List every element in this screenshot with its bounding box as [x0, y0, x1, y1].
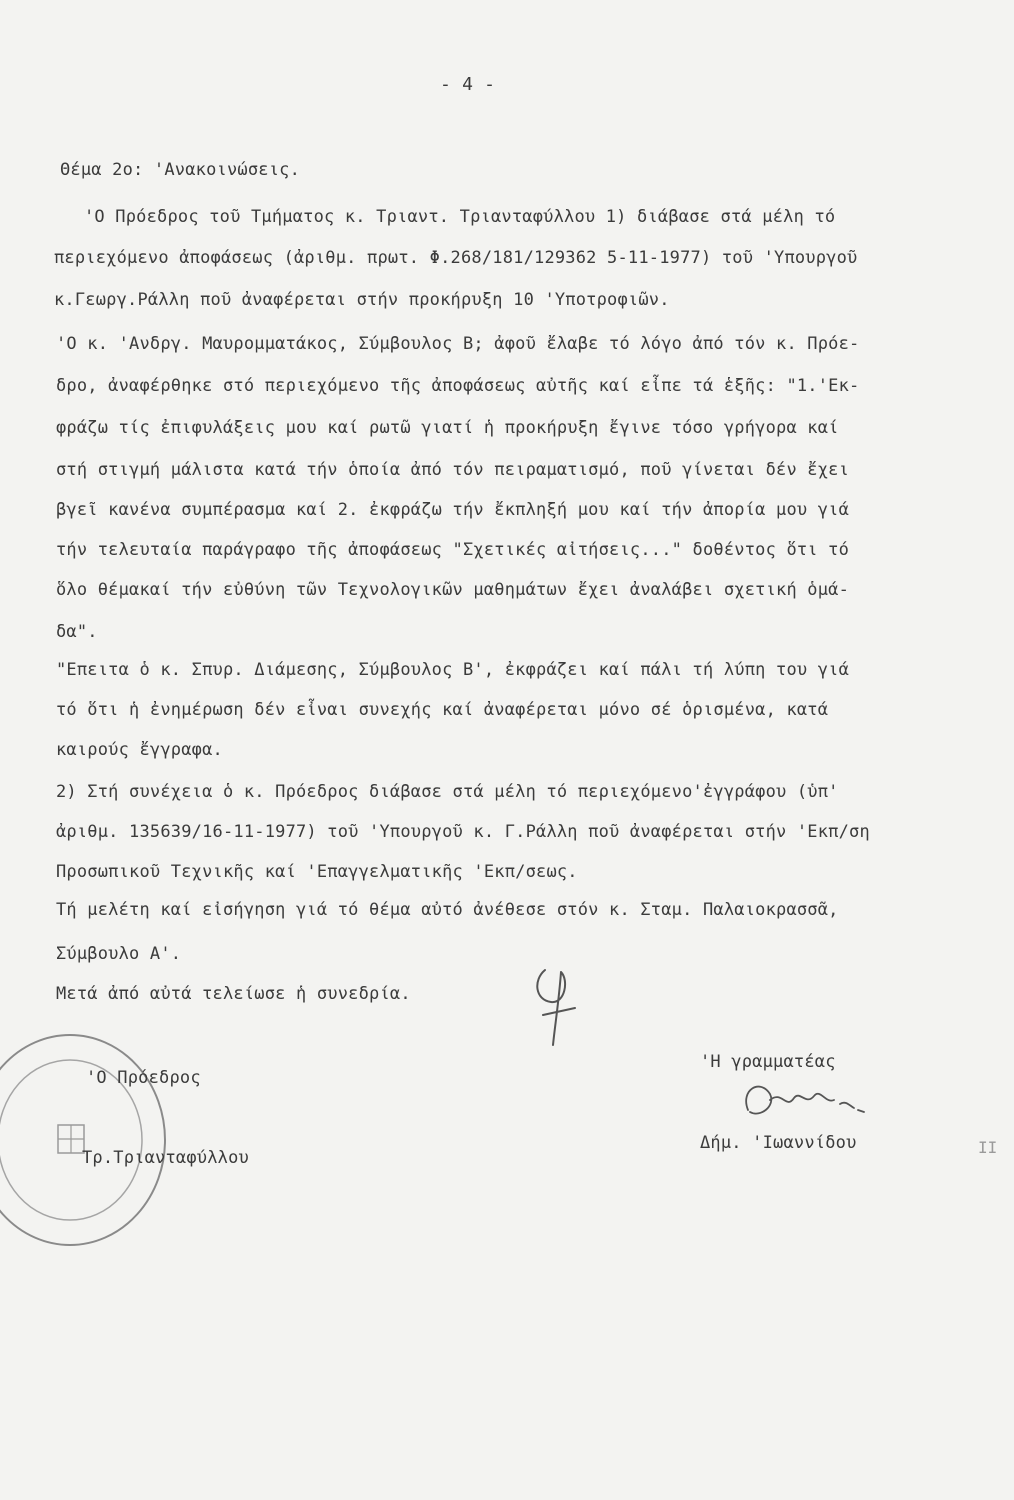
body-line: βγεῖ κανένα συμπέρασμα καί 2. ἐκφράζω τήν ἔκπληξή μου καί τήν ἀπορία μου γιά: [56, 500, 850, 520]
page-number: - 4 -: [440, 74, 496, 95]
body-line: τήν τελευταία παράγραφο τῆς ἀποφάσεως "Σχετικές αἰτήσεις..." δοθέντος ὅτι τό: [56, 540, 850, 560]
official-seal-stamp: [0, 1030, 170, 1250]
president-name: Τρ.Τριανταφύλλου: [82, 1148, 249, 1168]
body-line: κ.Γεωργ.Ράλλη ποῦ ἀναφέρεται στήν προκήρυξη 10 'Υποτροφιῶν.: [54, 290, 670, 310]
body-line: Μετά ἀπό αὐτά τελείωσε ἡ συνεδρία.: [56, 984, 411, 1004]
body-line: 2) Στή συνέχεια ὁ κ. Πρόεδρος διάβασε στά μέλη τό περιεχόμενο'ἐγγράφου (ὑπ': [56, 782, 839, 802]
body-line: Τή μελέτη καί εἰσήγηση γιά τό θέμα αὐτό ἀνέθεσε στόν κ. Σταμ. Παλαιοκρασσᾶ,: [56, 900, 839, 920]
secretary-title: 'Η γραμματέας: [700, 1052, 836, 1072]
president-title: 'Ο Πρόεδρος: [86, 1068, 201, 1088]
body-line: στή στιγμή μάλιστα κατά τήν ὁποία ἀπό τόν πειραματισμό, ποῦ γίνεται δέν ἔχει: [56, 460, 850, 480]
margin-mark: II: [978, 1138, 998, 1157]
body-line: 'Ο Πρόεδρος τοῦ Τμήματος κ. Τριαντ. Τριανταφύλλου 1) διάβασε στά μέλη τό: [84, 207, 836, 227]
body-line: περιεχόμενο ἀποφάσεως (ἀριθμ. πρωτ. Φ.268/181/129362 5-11-1977) τοῦ 'Υπουργοῦ: [54, 248, 858, 268]
body-line: ἀριθμ. 135639/16-11-1977) τοῦ 'Υπουργοῦ κ. Γ.Ράλλη ποῦ ἀναφέρεται στήν 'Εκπ/ση: [56, 822, 870, 842]
handwritten-initial: [525, 960, 595, 1050]
section-heading: Θέμα 2ο: 'Ανακοινώσεις.: [60, 160, 301, 180]
secretary-name: Δήμ. 'Ιωαννίδου: [700, 1133, 857, 1153]
body-line: δα".: [56, 622, 98, 642]
secretary-signature: [730, 1070, 880, 1140]
body-line: 'Ο κ. 'Ανδργ. Μαυρομματάκος, Σύμβουλος Β; ἀφοῦ ἔλαβε τό λόγο ἀπό τόν κ. Πρόε-: [56, 334, 860, 354]
body-line: "Επειτα ὁ κ. Σπυρ. Διάμεσης, Σύμβουλος Β', ἐκφράζει καί πάλι τή λύπη του γιά: [56, 660, 850, 680]
body-line: φράζω τίς ἐπιφυλάξεις μου καί ρωτῶ γιατί ἡ προκήρυξη ἔγινε τόσο γρήγορα καί: [56, 418, 839, 438]
body-line: Σύμβουλο Α'.: [56, 944, 182, 964]
body-line: καιρούς ἔγγραφα.: [56, 740, 223, 760]
body-line: Προσωπικοῦ Τεχνικῆς καί 'Επαγγελματικῆς 'Εκπ/σεως.: [56, 862, 578, 882]
body-line: δρο, ἀναφέρθηκε στό περιεχόμενο τῆς ἀποφάσεως αὐτῆς καί εἶπε τά ἑξῆς: "1.'Εκ-: [56, 376, 860, 396]
body-line: ὅλο θέμακαί τήν εὐθύνη τῶν Τεχνολογικῶν μαθημάτων ἔχει ἀναλάβει σχετική ὁμά-: [56, 580, 850, 600]
body-line: τό ὅτι ἡ ἐνημέρωση δέν εἶναι συνεχής καί ἀναφέρεται μόνο σέ ὁρισμένα, κατά: [56, 700, 829, 720]
